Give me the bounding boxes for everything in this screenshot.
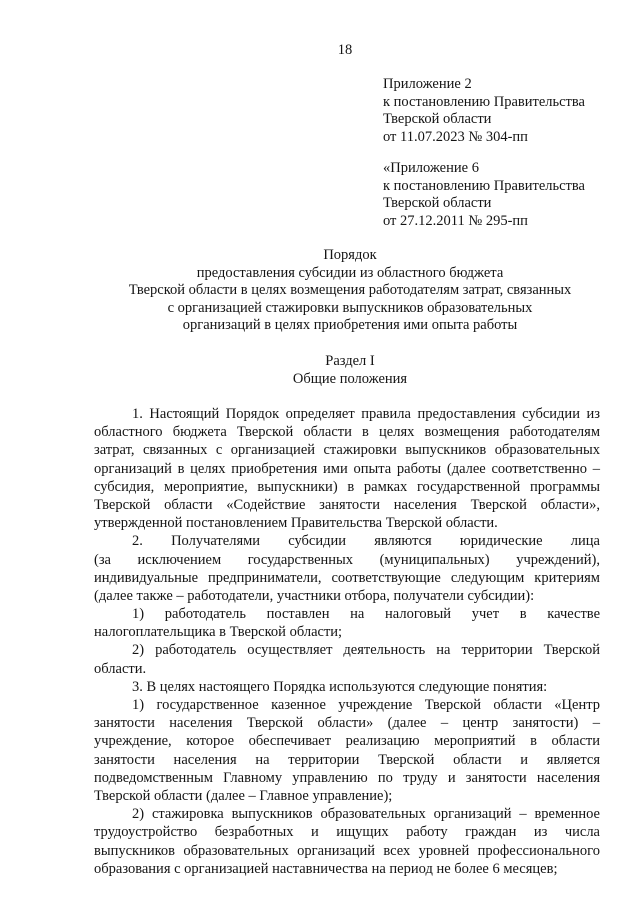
paragraph-line: областного бюджета Тверской области в целях возмещения работодателям [94,424,600,441]
appendix-line: «Приложение 6 [383,160,479,176]
paragraph-line: подведомственным Главному управлению по труду и занятости населения [94,769,600,786]
paragraph-line: индивидуальные предприниматели, соответствующие следующим критериям [94,569,600,586]
paragraph-line: затрат, связанных с организацией стажировки выпускников образовательных [94,442,600,459]
paragraph-line: 1) работодатель поставлен на налоговый учет в качестве [132,606,600,623]
appendix-line: Приложение 2 [383,76,472,92]
paragraph-line: занятости населения на территории Тверской области и является [94,751,600,768]
appendix-reference-2023 [383,76,628,146]
paragraph-line: учреждение, которое обеспечивает реализацию мероприятий в области [94,733,600,750]
appendix-line: от 27.12.2011 № 295-пп [383,212,528,229]
title-line: организаций в целях приобретения ими опыта работы [182,317,518,333]
paragraph-line: 2) стажировка выпускников образовательных организаций – временное [132,806,600,823]
paragraph-line: 2) работодатель осуществляет деятельность на территории Тверской [132,642,600,659]
paragraph-line: трудоустройство безработных и ищущих работу граждан из числа [94,824,600,841]
paragraph-line: выпускников образовательных организаций всех уровней профессионального [94,842,600,859]
title-line: Тверской области в целях возмещения работодателям затрат, связанных [128,282,572,298]
appendix-line: Тверской области [383,195,492,211]
appendix-line: Тверской области [383,111,492,127]
paragraph-line: налогоплательщика в Тверской области; [94,624,343,641]
section-heading [96,353,604,388]
body-text [94,405,600,878]
paragraph-line: (далее также – работодатели, участники отбора, получатели субсидии): [94,587,535,604]
document-title [96,247,604,335]
paragraph-line: утвержденной постановлением Правительства Тверской области. [94,515,498,532]
paragraph-line: 3. В целях настоящего Порядка используются следующие понятия: [132,678,548,695]
paragraph-line: Тверской области «Содействие занятости населения Тверской области», [94,496,600,513]
section-title: Общие положения [292,370,408,387]
paragraph-line: субсидия, мероприятие, выпускники) в рамках государственной программы [94,478,600,495]
title-line: предоставления субсидии из областного бюджета [196,264,504,281]
appendix-reference-2011 [383,160,628,230]
appendix-line: от 11.07.2023 № 304-пп [383,128,528,145]
paragraph-line: Тверской области (далее – Главное управление); [94,787,393,804]
paragraph-line: организаций в целях приобретения ими опыта работы (далее соответственно – [94,460,600,477]
paragraph-line: 1) государственное казенное учреждение Тверской области «Центр [132,697,600,713]
paragraph-line: области. [94,660,147,677]
paragraph-line: (за исключением государственных (муниципальных) учреждений), [94,551,600,568]
appendix-line: к постановлению Правительства [383,177,585,194]
paragraph-line: 2. Получателями субсидии являются юридические лица [132,533,600,550]
paragraph-line: образования с организацией наставничества на период не более 6 месяцев; [94,860,558,877]
paragraph-line: занятости населения Тверской области» (далее – центр занятости) – [94,715,600,732]
title-line: Порядок [323,247,377,263]
title-line: с организацией стажировки выпускников образовательных [167,299,533,316]
page-number: 18 [337,42,353,58]
section-number: Раздел I [325,353,375,369]
appendix-line: к постановлению Правительства [383,93,585,110]
paragraph-line: 1. Настоящий Порядок определяет правила предоставления субсидии из [132,406,600,422]
